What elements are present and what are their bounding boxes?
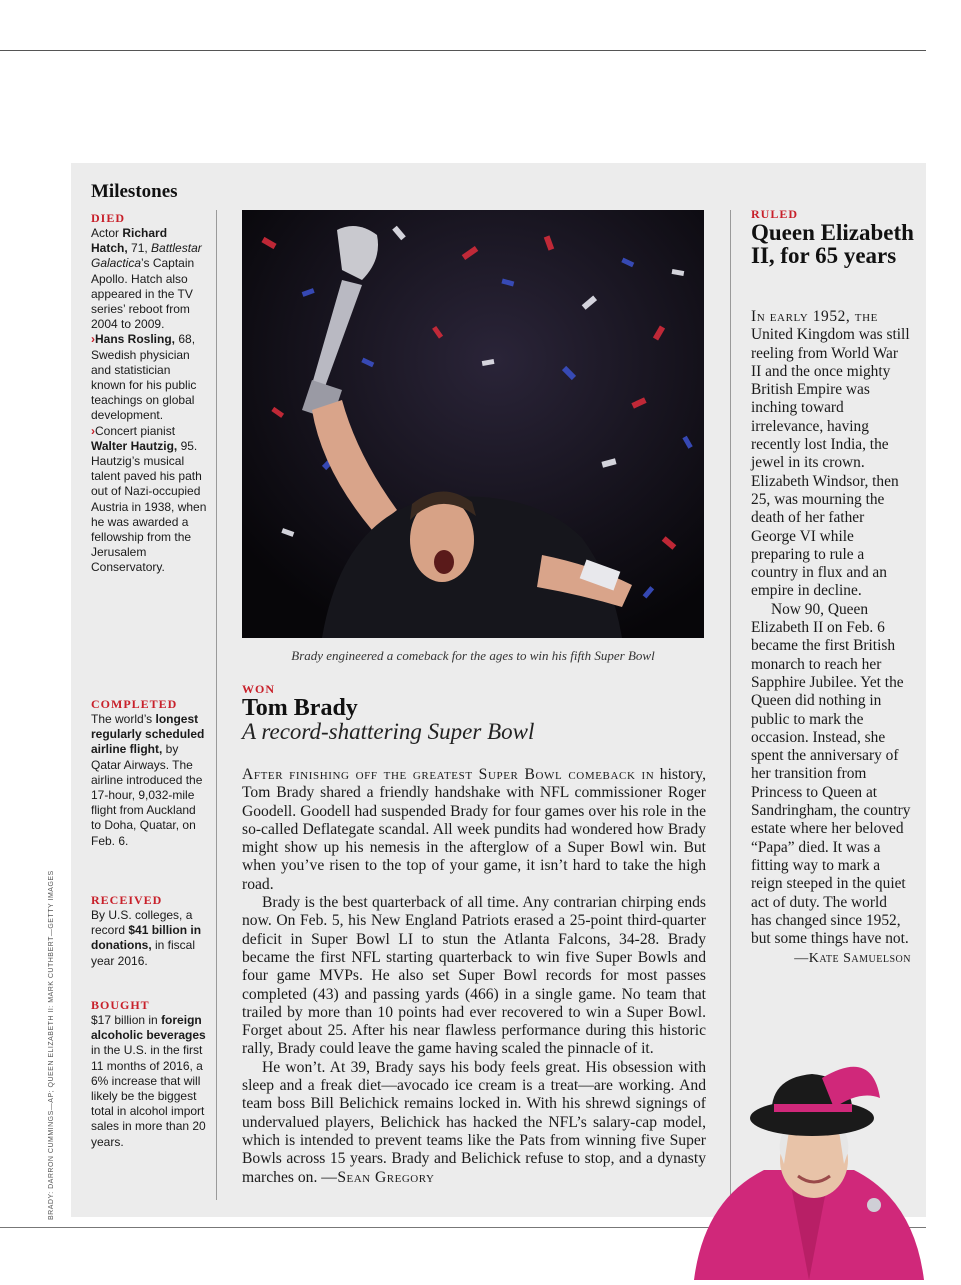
queen-paragraph-2: Now 90, Queen Elizabeth II on Feb. 6 became the first British monarch to reach her Sapphire Jubilee. Yet the Queen did nothing in public to mark the occasion. Instead, she spent the anniversary of her transition from Princess to Queen at Sandringham, the country estate where her beloved “Papa” died. It was a fitting way to mark a reign steeped in the quiet act of duty. The world has changed since 1952, but some things have not. [751,600,911,948]
hatch-name: Richard Hatch, [91,226,168,256]
won-label: WON [242,682,275,696]
queen-paragraph-1: In early 1952, the United Kingdom was still reeling from World War II and the once mighty British Empire was inching toward irrelevance, having recently lost India, the jewel in its crown. Elizabeth Windsor, then 25, was mourning the death of her father George VI while preparing to rule a country in flux and an empire in decline. [751,308,910,600]
brady-article [242,766,706,1187]
ruled-label: RULED [751,207,799,221]
received-entry [91,892,207,969]
died-entry [91,210,207,576]
died-item-hautzig: ›Concert pianist Walter Hautzig, 95. Hautzig’s musical talent paved his path out of Nazi-occupied Austria in 1938, when he was awarded a fellowship from the Jerusalem Conservatory. [91,423,207,575]
received-text: By U.S. colleges, a record $41 billion in donations, in fiscal year 2016. [91,908,202,968]
completed-text: The world’s longest regularly scheduled airline flight, by Qatar Airways. The airline introduced the 17-hour, 9,032-mile flight from Auckland to Doha, Quatar, on Feb. 6. [91,712,205,848]
section-title: Milestones [91,181,178,202]
queen-photo [694,1040,924,1280]
brady-byline: —Sean Gregory [321,1168,435,1186]
bought-label: BOUGHT [91,998,150,1012]
won-subheadline: A record-shattering Super Bowl [242,719,535,744]
brady-photo [242,210,704,638]
photo-credit: BRADY: DARRON CUMMINGS—AP; QUEEN ELIZABETH II: MARK CUTHBERT—GETTY IMAGES [48,870,55,1220]
photo-caption: Brady engineered a comeback for the ages to win his fifth Super Bowl [291,648,655,663]
bought-entry [91,997,207,1150]
brady-paragraph-3: He won’t. At 39, Brady says his body feels great. His obsession with sleep and a freak diet—avocado ice cream is a treat—are working. And team boss Bill Belichick remains locked in. With his shrewd signings of undervalued players, Belichick has hacked the NFL’s salary-cap model, which is intended to prevent teams like the Pats from winning five Super Bowls across 15 years. Brady and Belichick refuse to stop, and a dynasty marches on. —Sean Gregory [242,1058,706,1186]
completed-label: COMPLETED [91,697,178,711]
brady-trophy-illustration [242,210,704,638]
queen-illustration [694,1040,924,1280]
won-headline: Tom Brady [242,695,358,721]
died-item-hatch: Actor Richard Hatch, 71, Battlestar Galactica’s Captain Apollo. Hatch also appeared in the TV series’ reboot from 2004 to 2009. [91,226,202,332]
died-item-rosling: ›Hans Rosling, 68, Swedish physician and statistician known for his public teachings on global development. [91,332,197,423]
queen-article [751,308,911,969]
chevron-right-icon: › [91,332,95,347]
ruled-headline: Queen Elizabeth II, for 65 years [751,220,914,268]
died-label: DIED [91,211,126,225]
chevron-right-icon: › [91,423,95,438]
top-rule [0,50,926,51]
rosling-name: Hans Rosling, [95,332,176,347]
brady-paragraph-1: After finishing off the greatest Super Bowl comeback in history, Tom Brady shared a friendly handshake with NFL commissioner Roger Goodell. Goodell had suspended Brady for four games over his role in the so-called Deflategate scandal. All week pundits had wondered how Brady might show up his nemesis in the afterglow of a Super Bowl win. But when you’ve risen to the top of your game, it isn’t hard to take the high road. [242,766,706,893]
bought-text: $17 billion in foreign alcoholic beverages in the U.S. in the first 11 months of 2016, a 6% increase that will likely be the biggest total in alcohol import sales in more than 20 years. [91,1013,206,1149]
received-label: RECEIVED [91,893,163,907]
column-divider-left [216,210,217,1200]
completed-entry [91,696,207,849]
brady-paragraph-2: Brady is the best quarterback of all time. Any contrarian chirping ends now. On Feb. 5, his New England Patriots erased a 25-point third-quarter deficit in Super Bowl LI to stun the Atlanta Falcons, 34-28. Brady became the first NFL starting quarterback to win five Super Bowls and four game MVPs. He also set Super Bowl records for most passes completed (43) and passing yards (466) in a single game. No team that trailed by more than 10 points had ever recovered to win a Super Bowl. Forget about 25. After his near flawless performance during this historic rally, Brady could leave the game having scaled the pinnacle of it. [242,894,706,1058]
queen-byline: —Kate Samuelson [794,951,911,967]
hautzig-name: Walter Hautzig, [91,438,178,453]
